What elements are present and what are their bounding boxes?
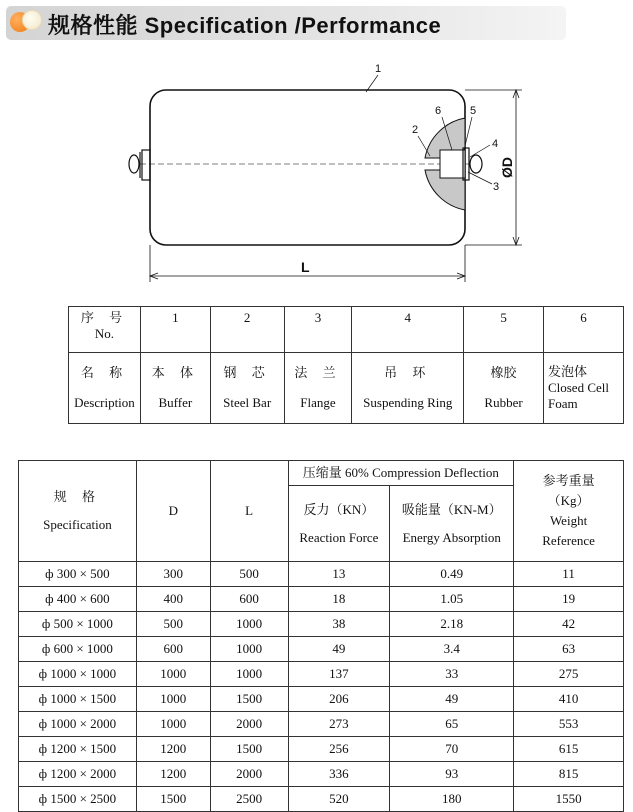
part-label-4: 4 — [492, 138, 499, 150]
table-row — [19, 737, 624, 762]
weight-header-zh1: 参考重量 — [542, 473, 595, 488]
part-label-5: 5 — [470, 105, 477, 117]
energy-cell: 0.49 — [390, 562, 514, 587]
name-header-en: Description — [74, 395, 135, 410]
no-cell: 5 — [464, 307, 544, 353]
reaction-cell: 13 — [288, 562, 390, 587]
d-header-cell: D — [136, 461, 210, 562]
name-en: Rubber — [484, 395, 523, 410]
table-row — [19, 787, 624, 812]
table-row — [19, 637, 624, 662]
l-cell: 1000 — [210, 637, 288, 662]
no-header-cell — [69, 307, 141, 353]
reaction-cell: 18 — [288, 587, 390, 612]
reaction-header-en: Reaction Force — [299, 529, 379, 545]
part-label-1: 1 — [375, 63, 382, 75]
no-cell: 4 — [352, 307, 464, 353]
spec-header-en: Specification — [43, 517, 112, 532]
energy-header-en: Energy Absorption — [402, 529, 501, 545]
spec-cell: ф 500 × 1000 — [19, 612, 137, 637]
name-en: Buffer — [158, 395, 193, 410]
reaction-cell: 137 — [288, 662, 390, 687]
name-cell — [140, 353, 210, 424]
l-header-cell: L — [210, 461, 288, 562]
l-cell: 2000 — [210, 762, 288, 787]
reaction-header-cell — [288, 486, 390, 562]
l-cell: 500 — [210, 562, 288, 587]
name-cell — [284, 353, 352, 424]
weight-cell: 615 — [514, 737, 624, 762]
weight-cell: 815 — [514, 762, 624, 787]
name-zh: 法 兰 — [294, 365, 342, 380]
no-header-en: No. — [94, 326, 115, 341]
weight-cell: 19 — [514, 587, 624, 612]
bullet-cream-icon — [22, 10, 42, 30]
left-end-fitting — [129, 150, 150, 180]
d-cell: 1200 — [136, 737, 210, 762]
weight-cell: 11 — [514, 562, 624, 587]
table-row — [19, 712, 624, 737]
spec-cell: ф 1000 × 1000 — [19, 662, 137, 687]
components-table — [68, 306, 624, 424]
spec-cell: ф 1200 × 2000 — [19, 762, 137, 787]
spec-header-cell — [19, 461, 137, 562]
energy-cell: 33 — [390, 662, 514, 687]
reaction-cell: 273 — [288, 712, 390, 737]
d-cell: 400 — [136, 587, 210, 612]
weight-cell: 1550 — [514, 787, 624, 812]
table-row — [19, 562, 624, 587]
name-en: Closed Cell Foam — [547, 380, 609, 411]
energy-cell: 49 — [390, 687, 514, 712]
name-cell — [543, 353, 623, 424]
energy-cell: 3.4 — [390, 637, 514, 662]
name-zh: 吊 环 — [384, 365, 432, 380]
l-cell: 1500 — [210, 737, 288, 762]
name-en: Steel Bar — [223, 395, 272, 410]
table-row — [69, 307, 624, 353]
header-row — [19, 461, 624, 486]
d-cell: 1000 — [136, 662, 210, 687]
spec-cell: ф 1200 × 1500 — [19, 737, 137, 762]
dim-diameter: ØD — [499, 157, 515, 178]
weight-cell: 553 — [514, 712, 624, 737]
weight-cell: 410 — [514, 687, 624, 712]
energy-cell: 2.18 — [390, 612, 514, 637]
compression-header-cell: 压缩量 60% Compression Deflection — [288, 461, 514, 486]
reaction-cell: 520 — [288, 787, 390, 812]
buffer-body — [150, 90, 465, 245]
spec-cell: ф 600 × 1000 — [19, 637, 137, 662]
weight-header-en2: Reference — [542, 533, 595, 548]
table-row — [69, 353, 624, 424]
spec-table-body — [19, 562, 624, 812]
energy-cell: 70 — [390, 737, 514, 762]
l-cell: 1000 — [210, 612, 288, 637]
name-zh: 发泡体 — [547, 364, 587, 379]
l-cell: 2000 — [210, 712, 288, 737]
d-cell: 1200 — [136, 762, 210, 787]
d-cell: 500 — [136, 612, 210, 637]
name-zh: 本 体 — [151, 365, 199, 380]
d-cell: 600 — [136, 637, 210, 662]
reaction-cell: 38 — [288, 612, 390, 637]
part-label-6: 6 — [435, 105, 442, 117]
d-cell: 1000 — [136, 687, 210, 712]
name-header-cell — [69, 353, 141, 424]
part-label-2: 2 — [412, 124, 419, 136]
weight-header-zh2: （Kg） — [547, 493, 590, 508]
page-title: 规格性能 Specification /Performance — [48, 13, 442, 38]
d-cell: 1000 — [136, 712, 210, 737]
energy-header-zh: 吸能量（KN-M） — [401, 501, 502, 517]
d-cell: 300 — [136, 562, 210, 587]
energy-header-cell — [390, 486, 514, 562]
name-cell — [210, 353, 284, 424]
name-cell — [464, 353, 544, 424]
name-zh: 钢 芯 — [223, 365, 271, 380]
no-header-zh: 序 号 — [80, 310, 129, 325]
l-cell: 1500 — [210, 687, 288, 712]
energy-cell: 1.05 — [390, 587, 514, 612]
table-row — [19, 687, 624, 712]
table-row — [19, 587, 624, 612]
d-cell: 1500 — [136, 787, 210, 812]
name-cell — [352, 353, 464, 424]
spec-cell: ф 1500 × 2500 — [19, 787, 137, 812]
table-row — [19, 612, 624, 637]
l-cell: 2500 — [210, 787, 288, 812]
weight-header-en1: Weight — [549, 513, 588, 528]
no-cell: 3 — [284, 307, 352, 353]
weight-header-cell — [514, 461, 624, 562]
l-cell: 600 — [210, 587, 288, 612]
l-cell: 1000 — [210, 662, 288, 687]
part-label-3: 3 — [493, 181, 500, 193]
spec-cell: ф 1000 × 2000 — [19, 712, 137, 737]
energy-cell: 93 — [390, 762, 514, 787]
weight-cell: 63 — [514, 637, 624, 662]
fender-diagram — [0, 50, 633, 290]
reaction-cell: 206 — [288, 687, 390, 712]
energy-cell: 65 — [390, 712, 514, 737]
spec-table — [18, 460, 624, 812]
reaction-cell: 336 — [288, 762, 390, 787]
spec-cell: ф 400 × 600 — [19, 587, 137, 612]
energy-cell: 180 — [390, 787, 514, 812]
no-cell: 6 — [543, 307, 623, 353]
reaction-cell: 256 — [288, 737, 390, 762]
weight-cell: 42 — [514, 612, 624, 637]
weight-cell: 275 — [514, 662, 624, 687]
no-cell: 2 — [210, 307, 284, 353]
dim-length: L — [301, 259, 310, 275]
name-en: Suspending Ring — [363, 395, 453, 410]
reaction-header-zh: 反力（KN） — [303, 501, 375, 517]
spec-header-zh: 规 格 — [53, 489, 102, 504]
spec-cell: ф 300 × 500 — [19, 562, 137, 587]
name-en: Flange — [300, 395, 336, 410]
name-header-zh: 名 称 — [80, 365, 129, 380]
spec-cell: ф 1000 × 1500 — [19, 687, 137, 712]
table-row — [19, 762, 624, 787]
no-cell: 1 — [140, 307, 210, 353]
reaction-cell: 49 — [288, 637, 390, 662]
table-row — [19, 662, 624, 687]
name-zh: 橡胶 — [490, 365, 517, 380]
